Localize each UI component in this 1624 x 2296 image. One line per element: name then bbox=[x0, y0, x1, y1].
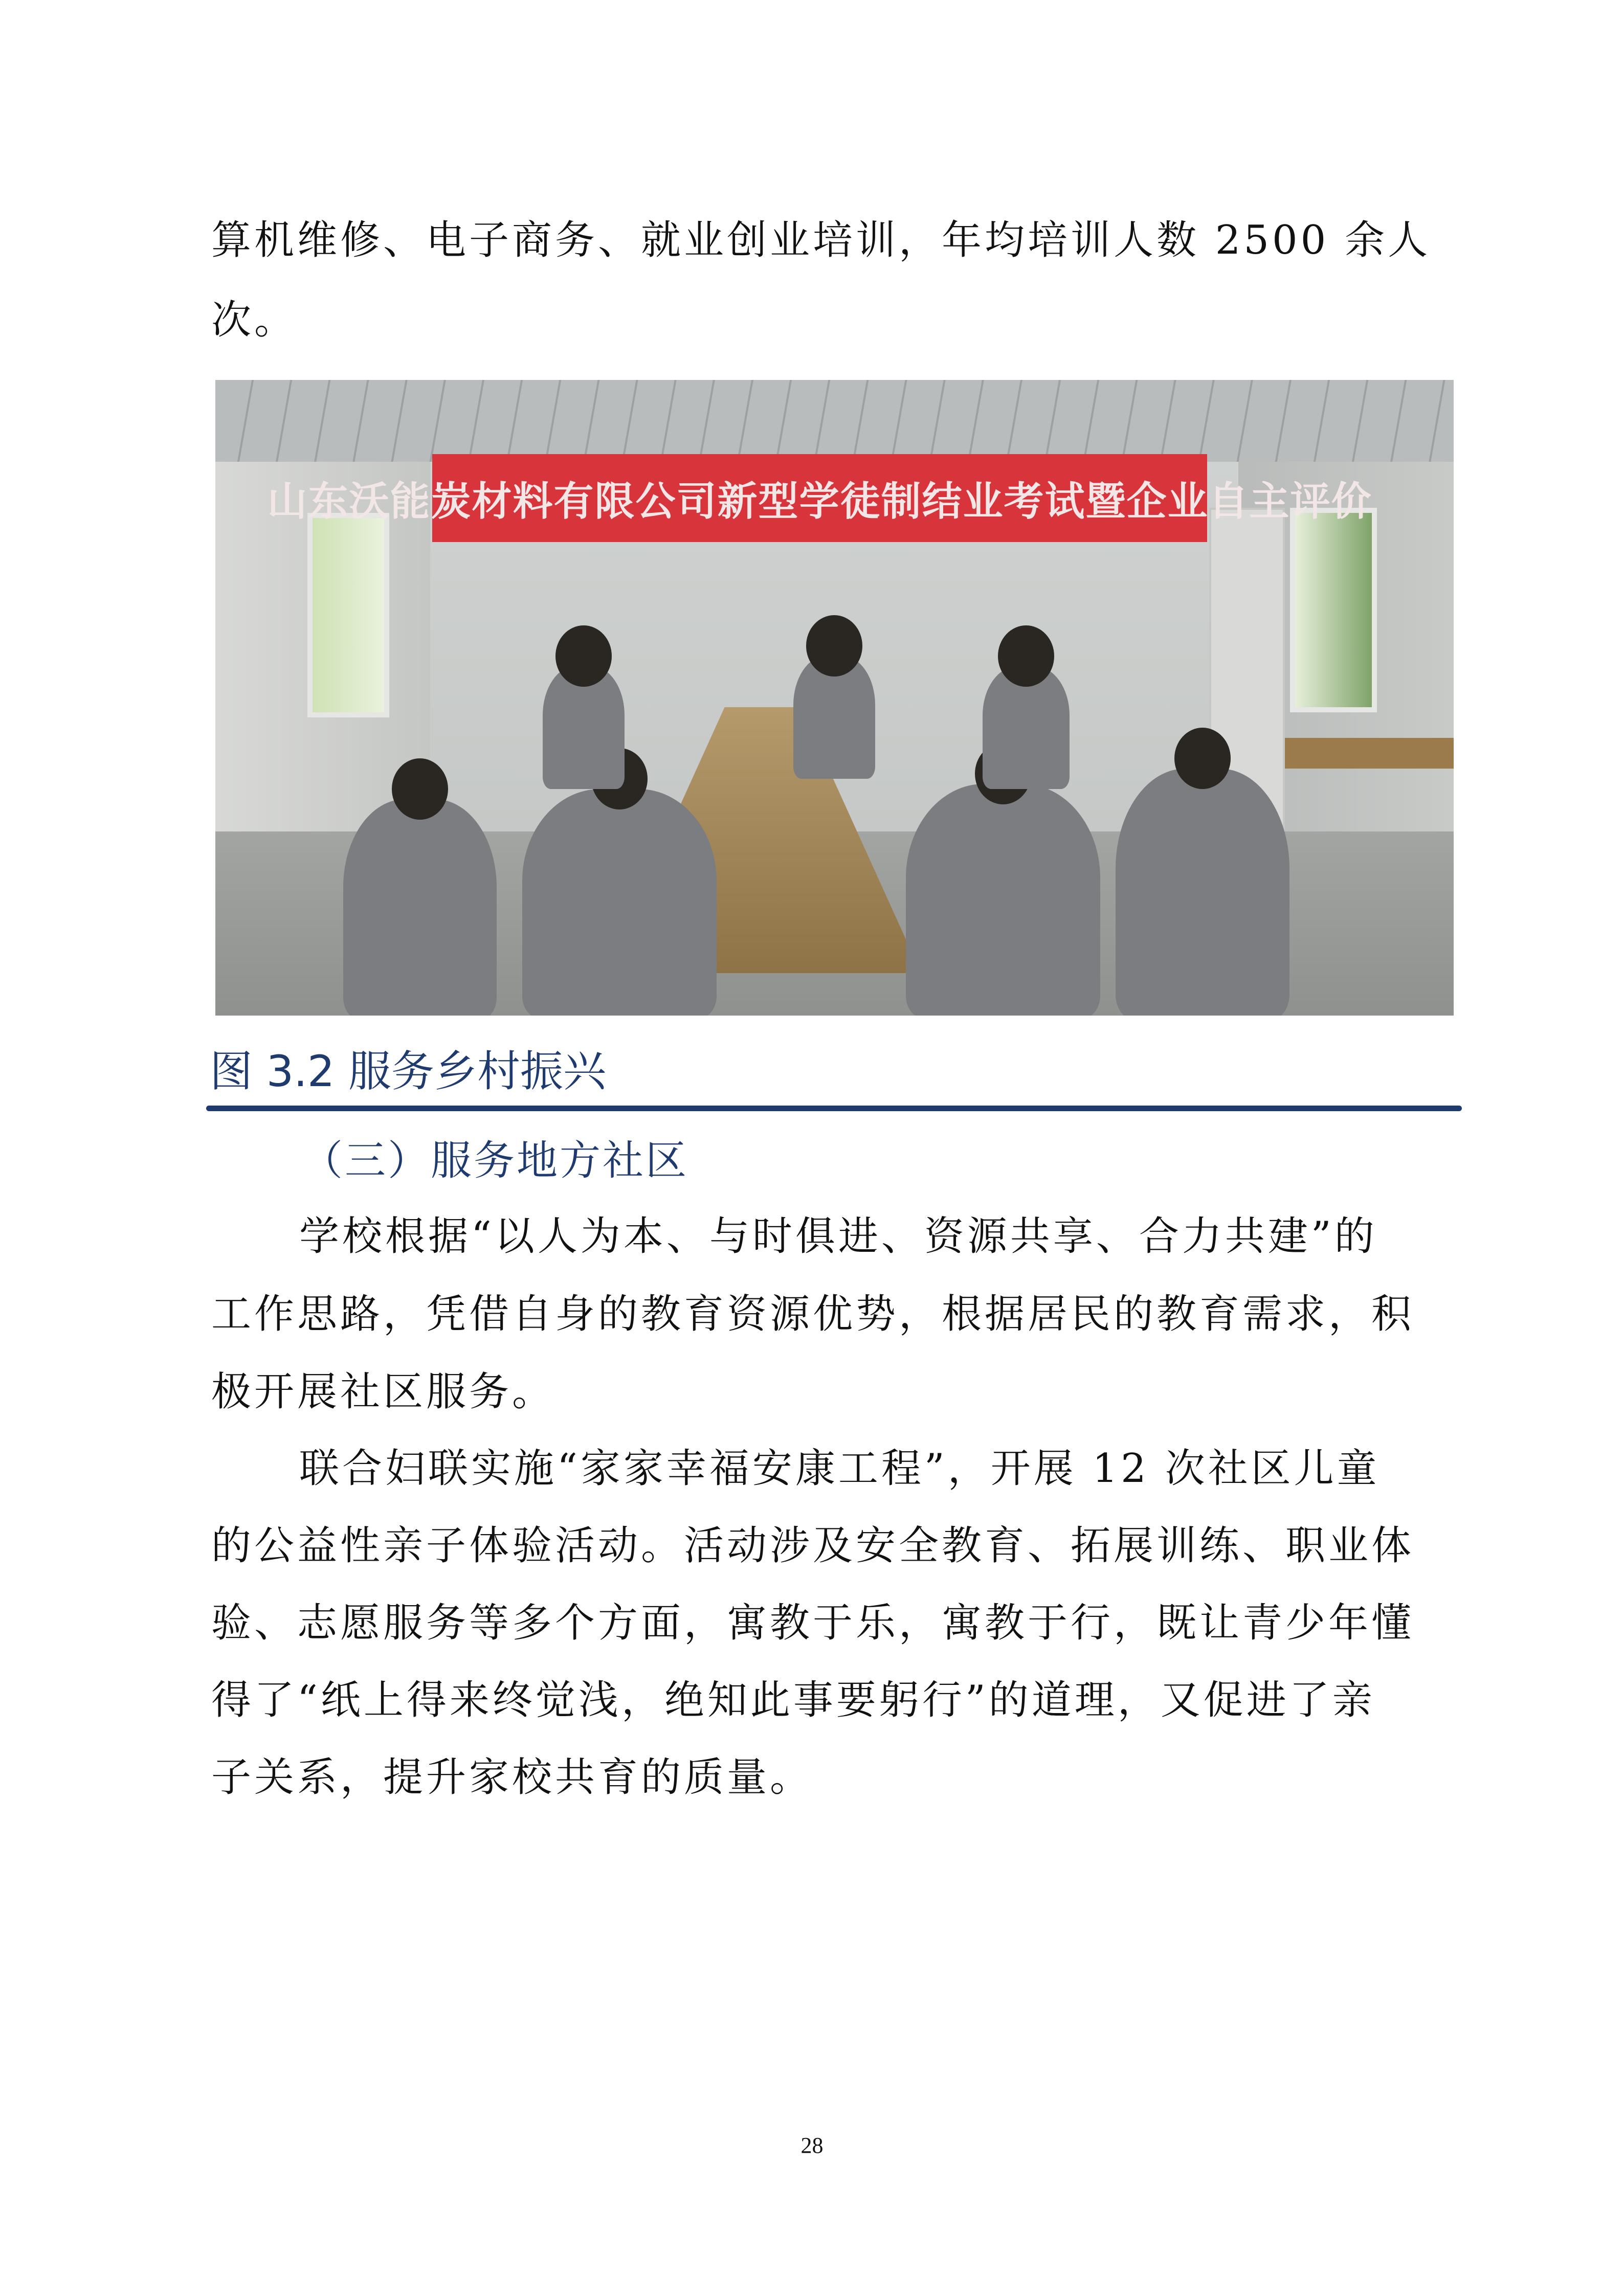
paragraph-line: 得了“纸上得来终觉浅，绝知此事要躬行”的道理，又促进了亲 bbox=[211, 1677, 1375, 1723]
photo-person bbox=[543, 666, 625, 789]
paragraph-line: 的公益性亲子体验活动。活动涉及安全教育、拓展训练、职业体 bbox=[211, 1523, 1415, 1569]
photo-side-table bbox=[1285, 738, 1454, 769]
photo-person-head bbox=[1174, 728, 1231, 789]
section-heading: （三）服务地方社区 bbox=[302, 1137, 688, 1184]
paragraph-line: 联合妇联实施“家家幸福安康工程”，开展 12 次社区儿童 bbox=[299, 1446, 1380, 1492]
paragraph-line: 子关系，提升家校共育的质量。 bbox=[211, 1754, 813, 1800]
photo-person-head bbox=[392, 758, 448, 820]
paragraph-line: 工作思路，凭借自身的教育资源优势，根据居民的教育需求，积 bbox=[211, 1291, 1415, 1337]
caption-rule bbox=[206, 1106, 1462, 1111]
figure-photo bbox=[215, 380, 1454, 1016]
paragraph-line: 次。 bbox=[211, 297, 298, 343]
photo-person bbox=[1116, 769, 1289, 1016]
photo-person bbox=[983, 666, 1070, 789]
photo-window-left bbox=[307, 513, 389, 717]
paragraph-line: 算机维修、电子商务、就业创业培训，年均培训人数 2500 余人 bbox=[211, 217, 1431, 263]
photo-banner bbox=[267, 454, 1372, 542]
photo-person-head bbox=[806, 615, 862, 677]
photo-person bbox=[793, 656, 875, 779]
paragraph-line: 验、志愿服务等多个方面，寓教于乐，寓教于行，既让青少年懂 bbox=[211, 1600, 1415, 1646]
paragraph-line: 极开展社区服务。 bbox=[211, 1369, 555, 1415]
photo-person-head bbox=[998, 625, 1054, 687]
figure-caption: 图 3.2 服务乡村振兴 bbox=[210, 1046, 606, 1096]
banner-text: 山东沃能炭材料有限公司新型学徒制结业考试暨企业自主评价 bbox=[267, 479, 1372, 525]
paragraph-line: 学校根据“以人为本、与时俱进、资源共享、合力共建”的 bbox=[299, 1213, 1377, 1259]
photo-person bbox=[522, 789, 717, 1016]
photo-person bbox=[906, 784, 1100, 1016]
photo-window-right bbox=[1290, 508, 1377, 712]
photo-person bbox=[343, 799, 497, 1016]
page-number: 28 bbox=[800, 2133, 824, 2158]
photo-person-head bbox=[555, 625, 612, 687]
photo-ceiling bbox=[215, 380, 1454, 462]
